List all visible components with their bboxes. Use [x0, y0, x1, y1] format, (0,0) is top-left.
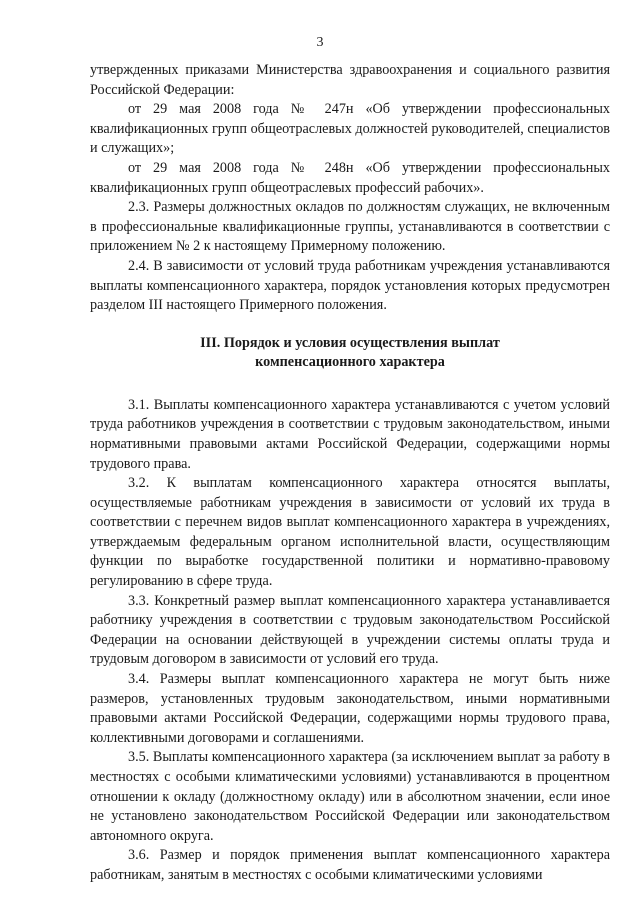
section-heading-line-2: компенсационного характера [255, 353, 445, 370]
section-heading [90, 334, 610, 372]
document-body [90, 61, 610, 886]
paragraph-3-3: 3.3. Конкретный размер выплат компенсационного характера устанавливается работнику учреждения в соответствии с трудовым законодательством Российской Федерации на основании действующей в учреждении системы оплаты труда и трудовым договором в зависимости от условий его труда. [90, 592, 610, 668]
section-heading-line-1: III. Порядок и условия осуществления выплат [200, 334, 500, 351]
paragraph-3-6: 3.6. Размер и порядок применения выплат компенсационного характера работникам, занятым в местностях с особыми климатическими условиями [90, 847, 610, 883]
paragraph-3-1: 3.1. Выплаты компенсационного характера устанавливаются с учетом условий труда работников учреждения в соответствии с трудовым законодательством, иными нормативными правовыми актами Российской Федерации, содержащими нормы трудового права. [90, 396, 610, 472]
paragraph-2-4: 2.4. В зависимости от условий труда работникам учреждения устанавливаются выплаты компенсационного характера, порядок установления которых предусмотрен разделом III настоящего Примерного положения. [90, 257, 610, 314]
paragraph-continuation: утвержденных приказами Министерства здравоохранения и социального развития Российской Федерации: [90, 62, 610, 98]
page-number: 3 [316, 35, 324, 50]
paragraph-order-247n: от 29 мая 2008 года № 247н «Об утверждении профессиональных квалификационных групп общеотраслевых должностей руководителей, специалистов и служащих»; [90, 101, 610, 157]
paragraph-3-2: 3.2. К выплатам компенсационного характера относятся выплаты, осуществляемые работникам учреждения в зависимости от условий их труда в соответствии с перечнем видов выплат компенсационного характера в учреждениях, утверждаемым федеральным органом исполнительной власти, осуществляющим функции по выработке государственной политики и нормативно-правовому регулированию в сфере труда. [90, 475, 610, 590]
paragraph-3-4: 3.4. Размеры выплат компенсационного характера не могут быть ниже размеров, установленных трудовым законодательством, иными нормативными правовыми актами Российской Федерации, содержащими нормы трудового права, коллективными договорами и соглашениями. [90, 671, 610, 746]
paragraph-3-5: 3.5. Выплаты компенсационного характера (за исключением выплат за работу в местностях с особыми климатическими условиями) устанавливаются в процентном отношении к окладу (должностному окладу) или в абсолютном значении, если иное не установлено законодательством Российской Федерации или законодательством автономного округа. [90, 749, 610, 844]
paragraph-2-3: 2.3. Размеры должностных окладов по должностям служащих, не включенным в профессиональные квалификационные группы, устанавливаются в соответствии с приложением № 2 к настоящему Примерному положению. [90, 199, 610, 255]
paragraph-order-248n: от 29 мая 2008 года № 248н «Об утверждении профессиональных квалификационных групп общеотраслевых профессий рабочих». [90, 159, 610, 196]
